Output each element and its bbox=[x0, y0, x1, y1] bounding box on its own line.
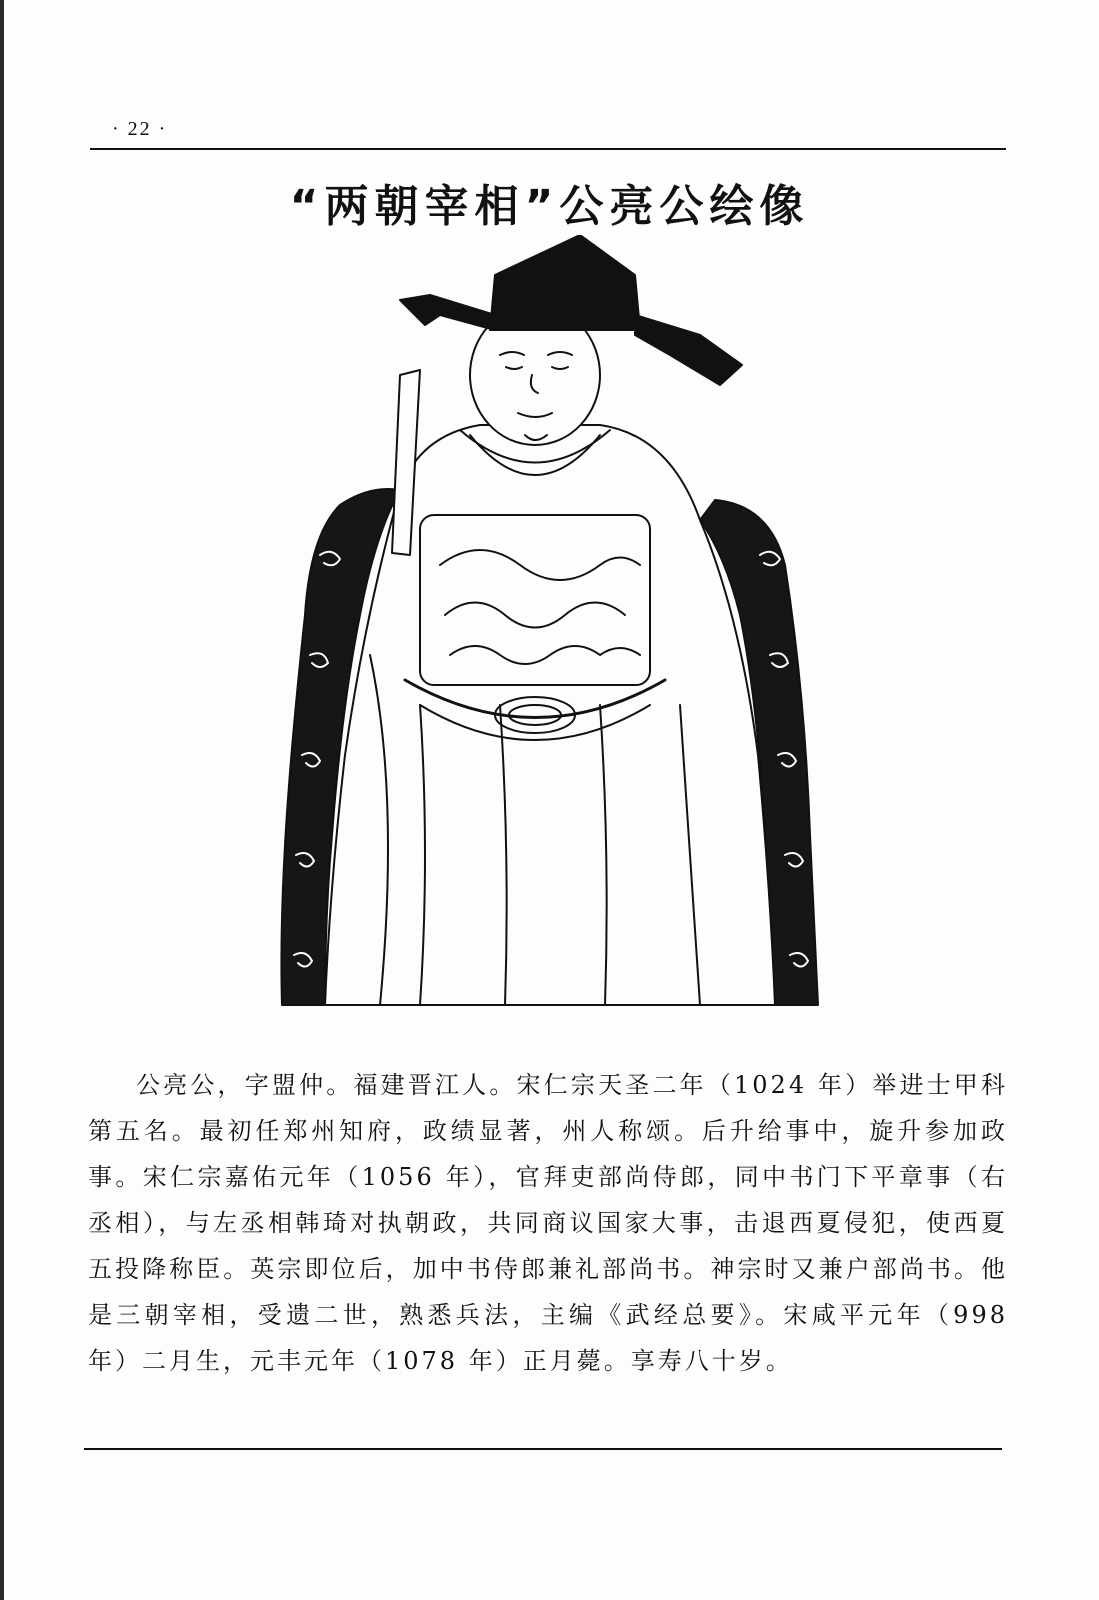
header-rule bbox=[90, 148, 1006, 150]
portrait-illustration bbox=[270, 235, 830, 1015]
hat-wing-left bbox=[400, 295, 495, 330]
footer-rule bbox=[84, 1448, 1002, 1450]
page-number: · 22 · bbox=[112, 118, 168, 140]
biography-text: 公亮公，字盟仲。福建晋江人。宋仁宗天圣二年（1024 年）举进士甲科第五名。最初任郑州知府，政绩显著，州人称颂。后升给事中，旋升参加政事。宋仁宗嘉佑元年（1056 年），官拜吏部尚侍郎，同中书门下平章事（右丞相），与左丞相韩琦对执朝政，共同商议国家大事，击退西夏侵犯，使西夏五投降称臣。英宗即位后，加中书侍郎兼礼部尚书。神宗时又兼户部尚书。他是三朝宰相，受遗二世，熟悉兵法，主编《武经总要》。宋咸平元年（998 年）二月生，元丰元年（1078 年）正月薨。享寿八十岁。 bbox=[88, 1071, 1008, 1375]
page-edge bbox=[0, 0, 4, 1600]
rank-badge bbox=[420, 515, 650, 685]
hat-wing-right bbox=[635, 315, 742, 385]
page-title: “两朝宰相”公亮公绘像 bbox=[289, 181, 810, 232]
official-hat bbox=[490, 235, 640, 330]
portrait-drawing bbox=[270, 235, 830, 1015]
